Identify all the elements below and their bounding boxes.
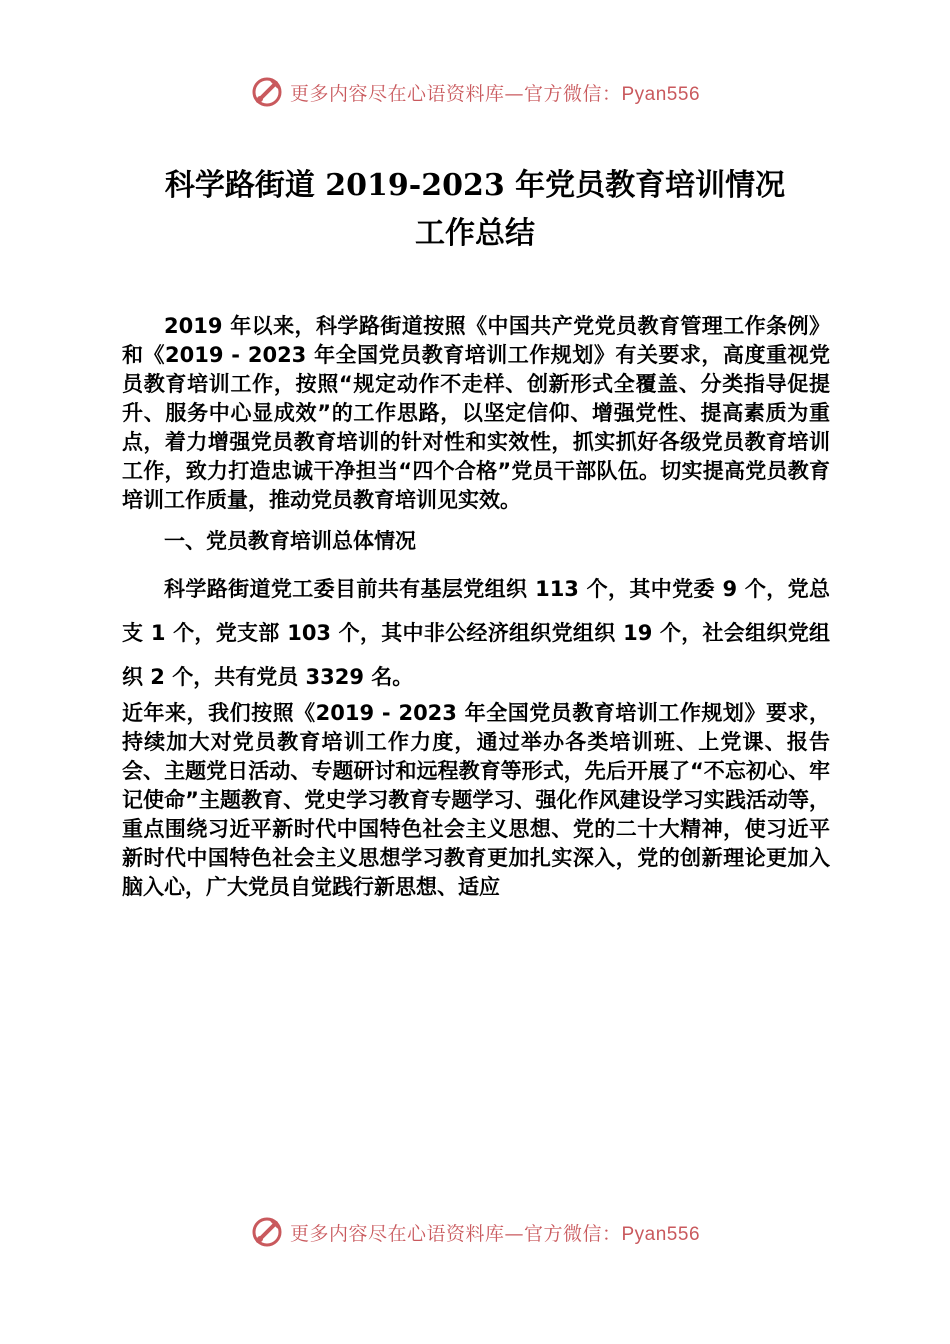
watermark-text: 更多内容尽在心语资料库—官方微信：Pyan556 [289, 1222, 701, 1245]
title-line-1: 科学路街道 2019-2023 年党员教育培训情况 [164, 168, 786, 203]
section-1-paragraph-part1: 科学路街道党工委目前共有基层党组织 113 个，其中党委 9 个，党总支 1 个，党支部 103 个，其中非公经济组织党组织 19 个，社会组织党组织 2 个，共有党员 3329 名。 [122, 577, 830, 689]
watermark-header [0, 72, 950, 112]
section-heading-1: 一、党员教育培训总体情况 [164, 529, 416, 553]
document-body [122, 312, 830, 902]
intro-paragraph: 2019 年以来，科学路街道按照《中国共产党党员教育管理工作条例》和《2019 - 2023 年全国党员教育培训工作规划》有关要求，高度重视党员教育培训工作，按照“规定动作不走样、创新形式全覆盖、分类指导促提升、服务中心显成效”的工作思路，以坚定信仰、增强党性、提高素质为重点，着力增强党员教育培训的针对性和实效性，抓实抓好各级党员教育培训工作，致力打造忠诚干净担当“四个合格”党员干部队伍。切实提高党员教育培训工作质量，推动党员教育培训见实效。 [122, 314, 830, 512]
document-title [60, 162, 890, 258]
watermark-handle: Pyan556 [621, 1223, 701, 1245]
watermark-text: 更多内容尽在心语资料库—官方微信：Pyan556 [289, 82, 701, 105]
watermark-footer [0, 1212, 950, 1252]
section-1-paragraph-part2: 近年来，我们按照《2019 - 2023 年全国党员教育培训工作规划》要求，持续加大对党员教育培训工作力度，通过举办各类培训班、上党课、报告会、主题党日活动、专题研讨和远程教育等形式，先后开展了“不忘初心、牢记使命”主题教育、党史学习教育专题学习、强化作风建设学习实践活动等，重点围绕习近平新时代中国特色社会主义思想、党的二十大精神，使习近平新时代中国特色社会主义思想学习教育更加扎实深入，党的创新理论更加入脑入心，广大党员自觉践行新思想、适应 [122, 701, 830, 899]
title-line-2: 工作总结 [415, 216, 535, 251]
watermark-handle: Pyan556 [621, 83, 701, 105]
brush-logo-icon [250, 75, 284, 109]
brush-logo-icon [250, 1215, 284, 1249]
